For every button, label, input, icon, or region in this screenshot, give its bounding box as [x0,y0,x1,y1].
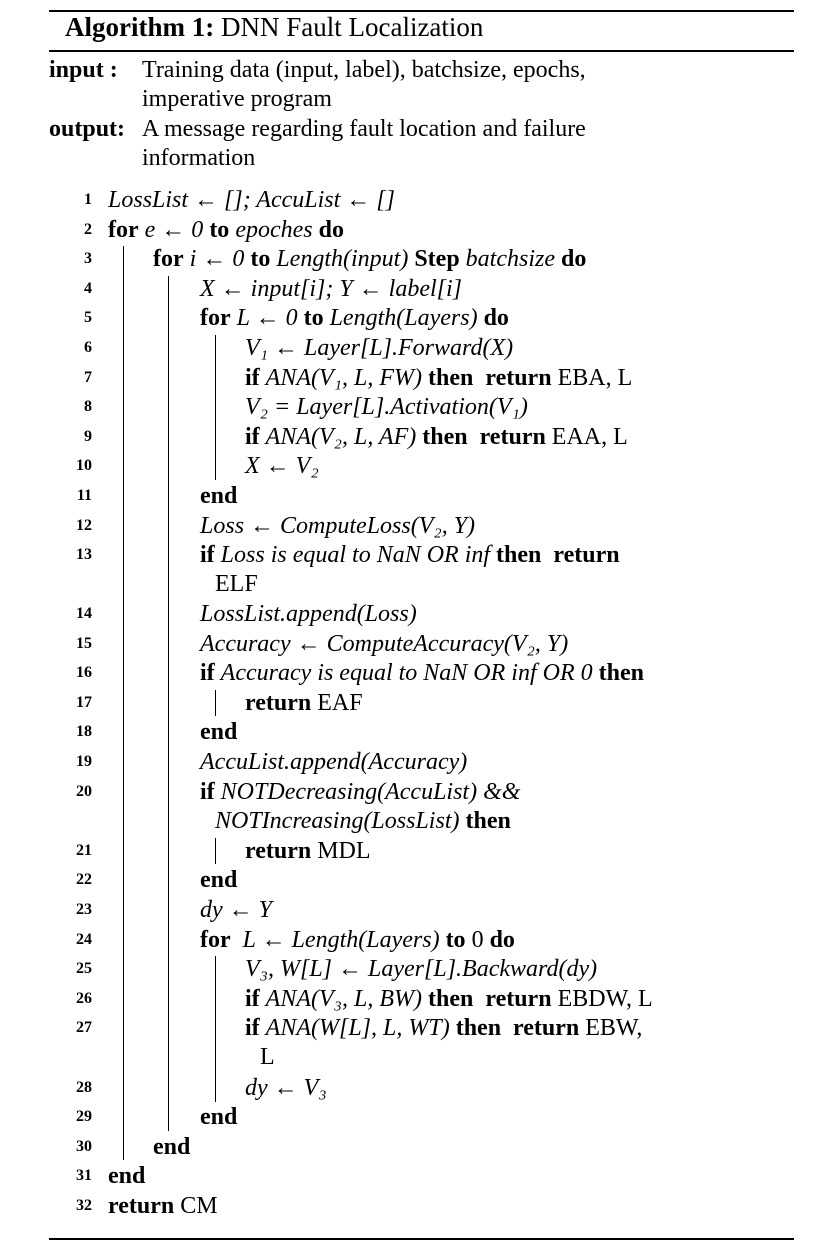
code-line-11: end [200,483,238,509]
code-line-23: dy ← Y [200,897,272,923]
code-line-20-cont: NOTIncreasing(LossList) then [215,808,511,834]
line-number: 15 [76,635,92,652]
line-number: 14 [76,605,92,622]
line-number: 10 [76,457,92,474]
code-line-18: end [200,719,238,745]
scope-bar-if-trend [215,838,216,864]
code-line-4: X ← input[i]; Y ← label[i] [200,276,463,302]
line-number: 19 [76,753,92,770]
scope-bar-forward-loop [215,335,216,480]
code-line-5: for L ← 0 to Length(Layers) do [200,305,509,331]
line-number: 6 [84,339,92,356]
output-key: output: [49,116,126,142]
line-number: 8 [84,398,92,415]
line-number: 21 [76,842,92,859]
algorithm-label: Algorithm 1: [65,12,215,42]
code-line-2: for e ← 0 to epoches do [108,217,344,243]
line-number: 25 [76,960,92,977]
line-number: 17 [76,694,92,711]
code-line-29: end [200,1104,238,1130]
code-line-3: for i ← 0 to Length(input) Step batchsize do [153,246,587,272]
scope-bar-for-batch [168,276,169,1131]
code-line-26: if ANA(V₃, L, BW) then return EBDW, L [245,986,653,1012]
line-number: 28 [76,1079,92,1096]
code-line-10: X ← V₂ [245,453,319,479]
code-line-7: if ANA(V₁, L, FW) then return EBA, L [245,365,633,391]
algorithm-title [65,12,483,43]
input-text-2: imperative program [142,86,332,112]
line-number: 27 [76,1019,92,1036]
output-text-2: information [142,145,256,171]
title-rule [49,50,794,52]
code-line-27: if ANA(W[L], L, WT) then return EBW, [245,1015,643,1041]
input-key: input : [49,57,118,83]
code-line-30: end [153,1134,191,1160]
code-line-16: if Accuracy is equal to NaN OR inf OR 0 then [200,660,644,686]
code-line-6: V₁ ← Layer[L].Forward(X) [245,335,514,361]
line-number: 20 [76,783,92,800]
line-number: 31 [76,1167,92,1184]
line-number: 29 [76,1108,92,1125]
code-line-22: end [200,867,238,893]
code-line-9: if ANA(V₂, L, AF) then return EAA, L [245,424,628,450]
code-line-20: if NOTDecreasing(AccuList) && [200,779,521,805]
code-line-27-cont: L [260,1044,275,1070]
scope-bar-for-epochs [123,246,124,1160]
line-number: 16 [76,664,92,681]
input-text-1: Training data (input, label), batchsize, epochs, [142,57,586,83]
code-line-31: end [108,1163,146,1189]
scope-bar-backward-loop [215,956,216,1102]
code-line-1: LossList ← []; AccuList ← [] [108,187,395,213]
code-line-13: if Loss is equal to NaN OR inf then return [200,542,620,568]
line-number: 11 [76,487,92,504]
code-line-13-cont: ELF [215,571,258,597]
line-number: 22 [76,871,92,888]
code-line-14: LossList.append(Loss) [200,601,417,627]
line-number: 5 [84,309,92,326]
code-line-19: AccuList.append(Accuracy) [200,749,468,775]
code-line-21: return MDL [245,838,371,864]
code-line-15: Accuracy ← ComputeAccuracy(V₂, Y) [200,631,569,657]
line-number: 1 [84,191,92,208]
line-number: 2 [84,221,92,238]
output-text-1: A message regarding fault location and failure [142,116,586,142]
line-number: 7 [84,369,92,386]
code-line-12: Loss ← ComputeLoss(V₂, Y) [200,513,476,539]
line-number: 24 [76,931,92,948]
line-number: 13 [76,546,92,563]
code-line-28: dy ← V₃ [245,1075,327,1101]
line-number: 3 [84,250,92,267]
line-number: 4 [84,280,92,297]
line-number: 9 [84,428,92,445]
scope-bar-if-accuracy [215,690,216,716]
code-line-25: V₃, W[L] ← Layer[L].Backward(dy) [245,956,598,982]
code-line-8: V₂ = Layer[L].Activation(V₁) [245,394,528,420]
code-line-32: return CM [108,1193,218,1219]
line-number: 12 [76,517,92,534]
line-number: 18 [76,723,92,740]
bottom-rule [49,1238,794,1240]
line-number: 26 [76,990,92,1007]
code-line-24: for L ← Length(Layers) to 0 do [200,927,515,953]
line-number: 30 [76,1138,92,1155]
line-number: 23 [76,901,92,918]
line-number: 32 [76,1197,92,1214]
code-line-17: return EAF [245,690,363,716]
algorithm-name: DNN Fault Localization [220,12,484,42]
